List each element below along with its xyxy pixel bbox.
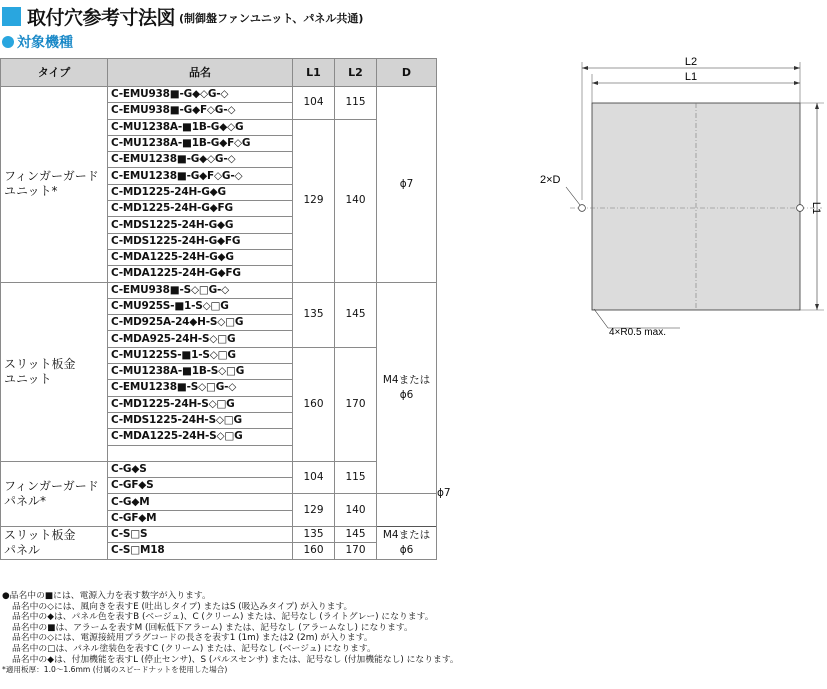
cell-d: ϕ7 bbox=[377, 87, 437, 283]
cell-product-name: C-MD1225-24H-S◇□G bbox=[108, 396, 293, 412]
table-row bbox=[1, 527, 437, 543]
spec-table bbox=[0, 58, 451, 560]
cell-l1: 135 bbox=[293, 527, 335, 543]
cell-product-name: C-GF◆M bbox=[108, 510, 293, 526]
cell-l1: 160 bbox=[293, 543, 335, 559]
title-square-icon bbox=[2, 7, 21, 26]
cell-product-name: C-MDS1225-24H-G◆G bbox=[108, 217, 293, 233]
cell-l2: 145 bbox=[335, 282, 377, 347]
mounting-hole-left bbox=[579, 205, 586, 212]
cell-product-name: C-EMU938■-G◆◇G-◇ bbox=[108, 87, 293, 103]
header-type: タイプ bbox=[1, 59, 108, 87]
note-line: 品名中の◆は、付加機能を表すL (停止センサ)、S (パルスセンサ) または、記号なし (付加機能なし) になります。 bbox=[12, 654, 459, 665]
cell-l2: 140 bbox=[335, 119, 377, 282]
cell-l1: 135 bbox=[293, 282, 335, 347]
header-d: D bbox=[377, 59, 437, 87]
cell-product-name: C-EMU938■-G◆F◇G-◇ bbox=[108, 103, 293, 119]
cell-product-name: C-GF◆S bbox=[108, 478, 293, 494]
cell-product-name: C-S□M18 bbox=[108, 543, 293, 559]
note-line: 品名中の◇には、電源接続用プラグコードの長さを表す1 (1m) または2 (2m) が入ります。 bbox=[12, 633, 373, 644]
cell-type: スリット板金 ユニット bbox=[1, 282, 108, 461]
cell-product-name: C-MDA1225-24H-G◆FG bbox=[108, 266, 293, 282]
cell-product-name: C-MU925S-■1-S◇□G bbox=[108, 298, 293, 314]
cell-l1: 160 bbox=[293, 347, 335, 461]
label-l2: L2 bbox=[684, 56, 698, 68]
cell-d: M4または ϕ6 bbox=[377, 527, 437, 560]
label-side-l1: L1 bbox=[810, 201, 822, 215]
cell-l2: 145 bbox=[335, 527, 377, 543]
arrow-l1-right bbox=[794, 81, 800, 85]
cell-product-name: C-MDS1225-24H-G◆FG bbox=[108, 233, 293, 249]
notes-block bbox=[2, 591, 822, 676]
cell-l2: 170 bbox=[335, 543, 377, 559]
cell-type: フィンガーガード ユニット* bbox=[1, 87, 108, 283]
cell-type: フィンガーガード パネル* bbox=[1, 461, 108, 526]
cell-product-name: C-MU1238A-■1B-S◇□G bbox=[108, 364, 293, 380]
arrow-l2-left bbox=[582, 66, 588, 70]
leader-radius bbox=[594, 309, 608, 328]
cell-product-name: C-EMU1238■-G◆◇G-◇ bbox=[108, 152, 293, 168]
cell-product-name: C-G◆S bbox=[108, 461, 293, 477]
arrow-l1-left bbox=[592, 81, 598, 85]
cell-product-name: C-MU1225S-■1-S◇□G bbox=[108, 347, 293, 363]
cell-product-name: C-MDA1225-24H-G◆G bbox=[108, 249, 293, 265]
page-title: 取付穴参考寸法図 bbox=[27, 6, 176, 29]
header-l2: L2 bbox=[335, 59, 377, 87]
header-name: 品名 bbox=[108, 59, 293, 87]
cell-product-name: C-MU1238A-■1B-G◆◇G bbox=[108, 119, 293, 135]
note-line: 品名中の■は、アラームを表すM (回転低下アラーム) または、記号なし (アラームなし) になります。 bbox=[12, 622, 413, 633]
cell-l1: 129 bbox=[293, 494, 335, 527]
table-body bbox=[1, 87, 451, 560]
note-line: 品名中の◇には、風向きを表すE (吐出しタイプ) またはS (吸込みタイプ) が入ります。 bbox=[12, 601, 353, 612]
table-header-row bbox=[1, 59, 437, 87]
cell-l2: 115 bbox=[335, 461, 377, 494]
page-subtitle: (制御盤ファンユニット、パネル共通) bbox=[179, 12, 364, 25]
cell-l2: 115 bbox=[335, 87, 377, 120]
note-line: 品名中の□は、パネル塗装色を表すC (クリーム) または、記号なし (ベージュ) になります。 bbox=[12, 643, 376, 654]
cell-product-name bbox=[108, 445, 293, 461]
arrow-side-top bbox=[815, 103, 819, 109]
table-row bbox=[1, 87, 437, 103]
bullet-dot-icon bbox=[2, 36, 14, 48]
cell-product-name: C-MU1238A-■1B-G◆F◇G bbox=[108, 135, 293, 151]
title-bar bbox=[2, 3, 363, 29]
table-row bbox=[1, 282, 437, 298]
label-l1: L1 bbox=[684, 71, 698, 83]
cell-product-name: C-MDA925-24H-S◇□G bbox=[108, 331, 293, 347]
mounting-hole-drawing bbox=[530, 48, 827, 348]
leader-hole bbox=[566, 187, 580, 205]
table-row: フィンガーガード パネル* C-G◆S 104 115 ϕ7 bbox=[1, 461, 437, 477]
cell-l2: 140 bbox=[335, 494, 377, 527]
cell-l1: 104 bbox=[293, 461, 335, 494]
cell-product-name: C-EMU1238■-S◇□G-◇ bbox=[108, 380, 293, 396]
section-title: 対象機種 bbox=[17, 35, 73, 51]
cell-l2: 170 bbox=[335, 347, 377, 461]
arrow-side-bottom bbox=[815, 304, 819, 310]
cell-product-name: C-S□S bbox=[108, 527, 293, 543]
note-line: 品名中の◆は、パネル色を表すB (ベージュ)、C (クリーム) または、記号なし (ライトグレー) になります。 bbox=[12, 612, 434, 623]
note-line: ●品名中の■には、電源入力を表す数字が入ります。 bbox=[2, 591, 211, 601]
cell-product-name: C-MD925A-24◆H-S◇□G bbox=[108, 315, 293, 331]
header-l1: L1 bbox=[293, 59, 335, 87]
cell-product-name: C-G◆M bbox=[108, 494, 293, 510]
note-footnote: *適用板厚：1.0〜1.6mm (付属のスピードナットを使用した場合) bbox=[2, 665, 228, 675]
cell-product-name: C-MD1225-24H-G◆FG bbox=[108, 201, 293, 217]
cell-l1: 104 bbox=[293, 87, 335, 120]
label-hole: 2×D bbox=[540, 174, 561, 186]
cell-d: M4または ϕ6 bbox=[377, 282, 437, 494]
cell-l1: 129 bbox=[293, 119, 335, 282]
cell-product-name: C-MD1225-24H-G◆G bbox=[108, 184, 293, 200]
cell-type: スリット板金 パネル bbox=[1, 527, 108, 560]
mounting-hole-right bbox=[797, 205, 804, 212]
cell-product-name: C-MDA1225-24H-S◇□G bbox=[108, 429, 293, 445]
cell-product-name: C-EMU938■-S◇□G-◇ bbox=[108, 282, 293, 298]
cell-product-name: C-MDS1225-24H-S◇□G bbox=[108, 412, 293, 428]
label-radius: 4×R0.5 max. bbox=[609, 327, 666, 338]
section-heading bbox=[2, 33, 73, 51]
cell-product-name: C-EMU1238■-G◆F◇G-◇ bbox=[108, 168, 293, 184]
arrow-l2-right bbox=[794, 66, 800, 70]
